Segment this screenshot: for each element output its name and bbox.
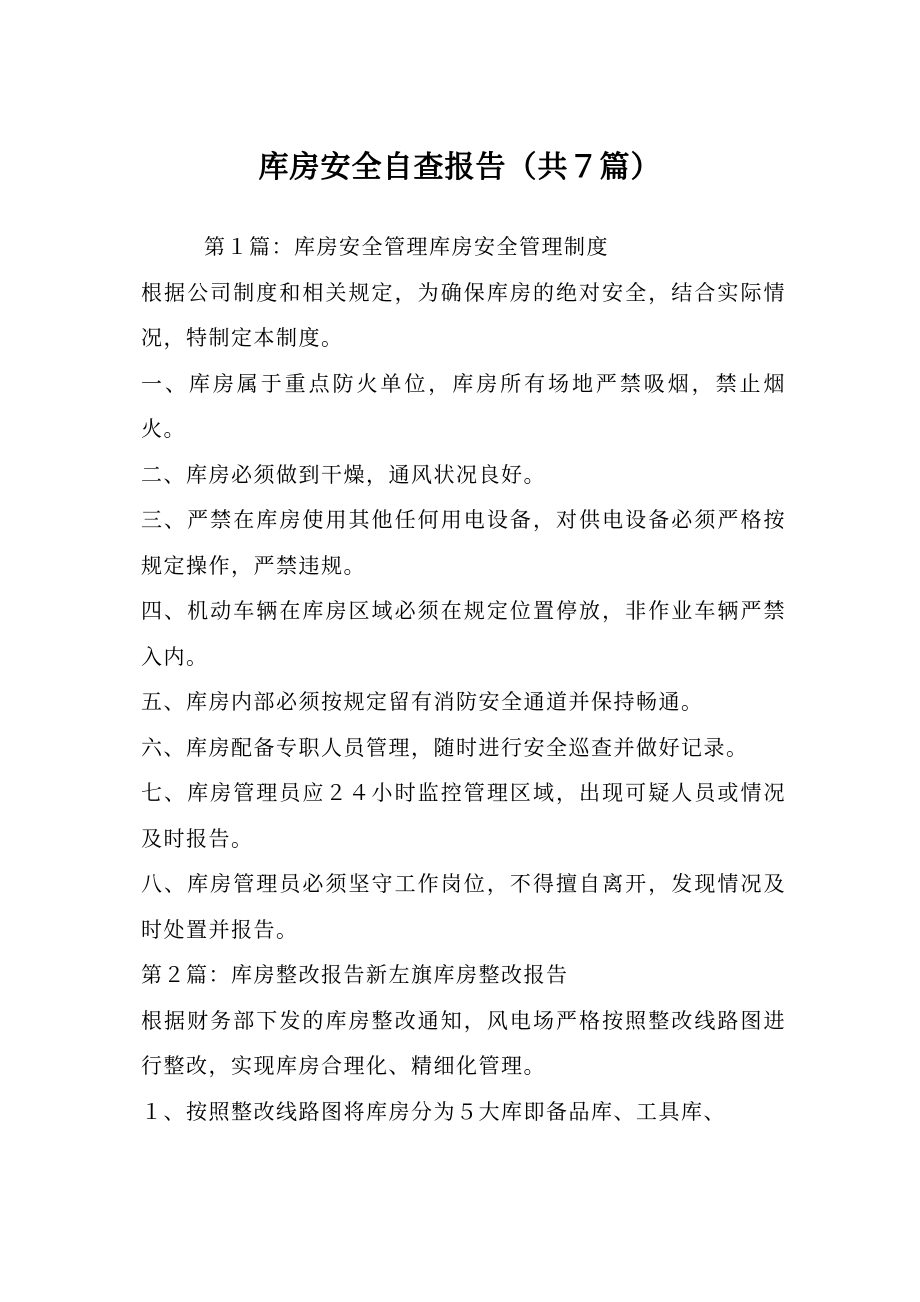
document-title: 库房安全自查报告（共７篇） xyxy=(258,150,662,185)
rule-item-6: 六、库房配备专职人员管理，随时进行安全巡查并做好记录。 xyxy=(141,735,749,760)
rule-item-4: 四、机动车辆在库房区域必须在规定位置停放，非作业车辆严禁入内。 xyxy=(141,599,786,669)
section-heading-2: 第２篇：库房整改报告新左旗库房整改报告 xyxy=(141,963,569,987)
list-item-1: １、按照整改线路图将库房分为５大库即备品库、工具库、 xyxy=(141,1099,726,1124)
rule-item-8: 八、库房管理员必须坚守工作岗位，不得擅自离开，发现情况及时处置并报告。 xyxy=(141,872,786,942)
rule-item-5: 五、库房内部必须按规定留有消防安全通道并保持畅通。 xyxy=(141,690,704,714)
rule-item-2: 二、库房必须做到干燥，通风状况良好。 xyxy=(141,462,546,487)
paragraph-intro: 根据公司制度和相关规定，为确保库房的绝对安全，结合实际情况，特制定本制度。 xyxy=(141,280,786,350)
rule-item-1: 一、库房属于重点防火单位，库房所有场地严禁吸烟，禁止烟火。 xyxy=(141,371,786,441)
rule-item-3: 三、严禁在库房使用其他任何用电设备，对供电设备必须严格按规定操作，严禁违规。 xyxy=(141,508,786,578)
section-heading-1: 第１篇：库房安全管理库房安全管理制度 xyxy=(204,235,609,259)
rule-item-7: 七、库房管理员应２４小时监控管理区域，出现可疑人员或情况及时报告。 xyxy=(141,781,786,851)
document-body xyxy=(141,225,786,1135)
paragraph-rectification: 根据财务部下发的库房整改通知，风电场严格按照整改线路图进行整改，实现库房合理化、精细化管理。 xyxy=(141,1008,786,1078)
